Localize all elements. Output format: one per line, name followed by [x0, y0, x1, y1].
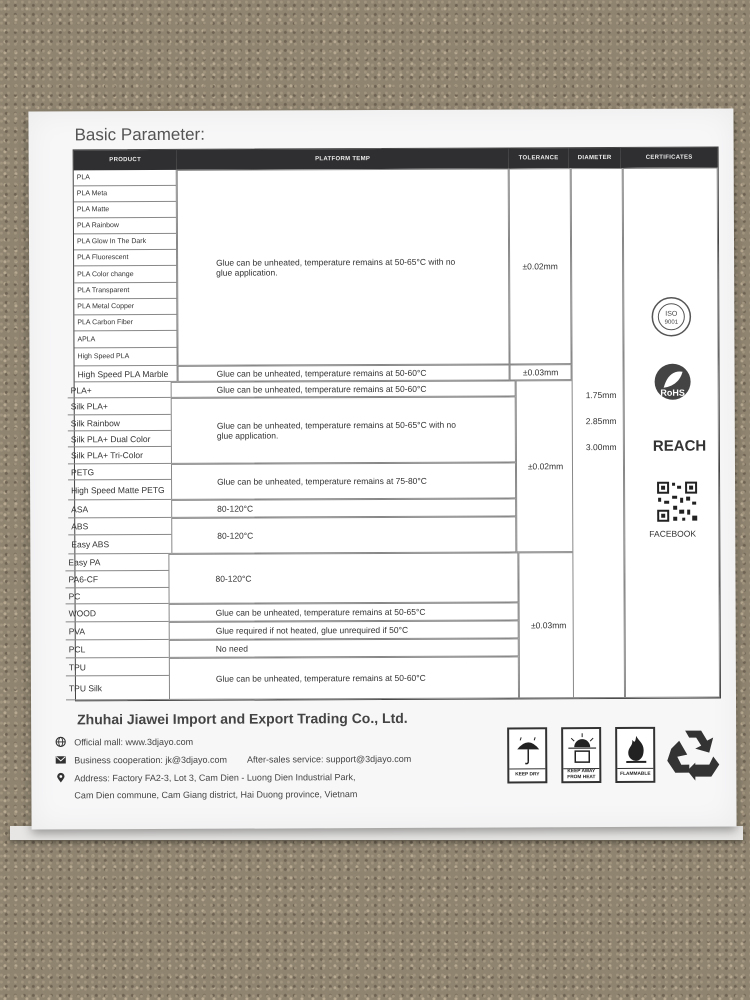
temp-cell-pla-plus: Glue can be unheated, temperature remains at 50-60°C: [171, 380, 516, 398]
product-cell: Easy PA: [65, 554, 178, 571]
product-cell: PA6-CF: [65, 571, 178, 588]
svg-text:9001: 9001: [664, 319, 679, 326]
diameter-3: 3.00mm: [585, 441, 617, 453]
temp-cell-petg-group: Glue can be unheated, temperature remains at 75-80°C: [171, 462, 516, 500]
diameter-1: 1.75mm: [585, 389, 617, 401]
business-text: Business cooperation: jk@3djayo.com: [74, 754, 228, 765]
svg-text:RoHS: RoHS: [660, 387, 685, 398]
header-product: PRODUCT: [74, 150, 177, 170]
header-tolerance: TOLERANCE: [509, 148, 569, 168]
keep-away-heat-label: KEEP AWAY FROM HEAT: [563, 768, 599, 781]
section-title: Basic Parameter:: [74, 124, 205, 145]
product-cell: PLA Fluorescent: [74, 250, 177, 266]
diameter-cell: [571, 168, 625, 698]
product-cell: ABS: [68, 518, 178, 535]
sun-icon: [568, 733, 596, 765]
svg-text:ISO: ISO: [665, 310, 678, 318]
temp-cell-abs-group: 80-120°C: [171, 516, 516, 554]
business-row: [55, 753, 411, 766]
address-row: [55, 771, 355, 783]
keep-dry-label: KEEP DRY: [509, 768, 545, 781]
tolerance-cell-2: ±0.03mm: [510, 364, 572, 380]
product-cell: Silk PLA+ Dual Color: [68, 431, 178, 447]
address-line-1: Address: Factory FA2-3, Lot 3, Cam Dien - Luong Dien Industrial Park,: [74, 771, 356, 783]
company-name: Zhuhai Jiawei Import and Export Trading Co., Ltd.: [77, 709, 408, 728]
aftersales-text: After-sales service: support@3djayo.com: [246, 753, 412, 765]
product-cell: PCL: [66, 640, 179, 658]
flammable-symbol: [615, 727, 655, 783]
mail-icon: [55, 754, 66, 765]
temp-cell-tpu-group: Glue can be unheated, temperature remains at 50-60°C: [169, 656, 519, 700]
reach-certificate: REACH: [652, 437, 707, 455]
keep-away-heat-symbol: [561, 727, 601, 783]
header-certificates: CERTIFICATES: [621, 148, 718, 168]
filament-box-back: [28, 108, 736, 829]
temp-cell-pa-group: 80-120°C: [168, 552, 518, 604]
product-cell: Silk PLA+ Tri-Color: [68, 447, 178, 464]
product-cell: PC: [66, 588, 179, 604]
temp-cell-pcl: No need: [169, 638, 519, 658]
temp-cell-silk-group: Glue can be unheated, temperature remains at 50-65°C with no glue application.: [171, 396, 516, 464]
product-cell: PLA Glow In The Dark: [74, 234, 177, 250]
address-row-2: [74, 789, 357, 800]
product-cell: TPU: [66, 658, 179, 676]
certificates-cell: [623, 168, 720, 698]
temp-cell-asa: 80-120°C: [171, 498, 516, 518]
product-cell: High Speed Matte PETG: [68, 480, 178, 500]
product-cell: PLA Color change: [74, 266, 177, 283]
temp-cell-hs-marble: Glue can be unheated, temperature remains at 50-60°C: [178, 364, 510, 381]
facebook-qr-code: [655, 480, 699, 524]
product-cell: PLA: [74, 170, 177, 186]
location-pin-icon: [55, 772, 66, 783]
product-cell: PVA: [66, 622, 179, 640]
product-cell: WOOD: [66, 604, 179, 622]
official-mall-text: Official mall: www.3djayo.com: [74, 736, 194, 747]
tolerance-cell-4: ±0.03mm: [518, 552, 579, 698]
umbrella-icon: [515, 735, 541, 765]
product-cell: PLA Matte: [74, 202, 177, 218]
tolerance-cell-1: ±0.02mm: [509, 168, 572, 364]
product-cell: PLA Rainbow: [74, 218, 177, 234]
tolerance-cell-3: ±0.02mm: [516, 380, 576, 552]
keep-dry-symbol: [507, 727, 547, 783]
temp-cell-wood: Glue can be unheated, temperature remains at 50-65°C: [169, 602, 519, 622]
header-diameter: DIAMETER: [569, 148, 621, 168]
product-cell: Silk Rainbow: [68, 415, 178, 431]
diameter-2: 2.85mm: [585, 415, 617, 427]
temp-cell-pva: Glue required if not heated, glue unrequired if 50°C: [169, 620, 519, 640]
globe-icon: [55, 736, 66, 747]
product-cell: PLA Transparent: [74, 283, 177, 299]
product-cell: PLA Meta: [74, 186, 177, 202]
product-cell: PLA Carbon Fiber: [74, 315, 177, 331]
flame-icon: [623, 734, 649, 764]
header-platform-temp: PLATFORM TEMP: [177, 148, 509, 169]
recycle-icon: [665, 727, 721, 781]
parameter-table: [68, 147, 721, 702]
product-cell: Easy ABS: [68, 535, 178, 554]
product-cell: High Speed PLA Marble: [75, 366, 178, 382]
product-cell: APLA: [74, 331, 177, 348]
product-cell: PETG: [68, 464, 178, 480]
product-cell: High Speed PLA: [74, 348, 177, 366]
official-mall-row: [55, 736, 193, 748]
flammable-label: FLAMMABLE: [617, 768, 653, 781]
rohs-icon: [653, 362, 693, 402]
product-cell: PLA+: [68, 382, 178, 398]
facebook-label: FACEBOOK: [649, 528, 697, 539]
iso9001-icon: [650, 296, 692, 338]
address-line-2: Cam Dien commune, Cam Giang district, Hai Duong province, Vietnam: [74, 789, 358, 801]
product-cell: Silk PLA+: [68, 398, 178, 415]
product-cell: ASA: [68, 500, 178, 518]
temp-cell-pla-group: Glue can be unheated, temperature remains at 50-65°C with no glue application.: [177, 168, 510, 365]
product-cell: PLA Metal Copper: [74, 299, 177, 315]
product-cell: TPU Silk: [66, 676, 179, 700]
